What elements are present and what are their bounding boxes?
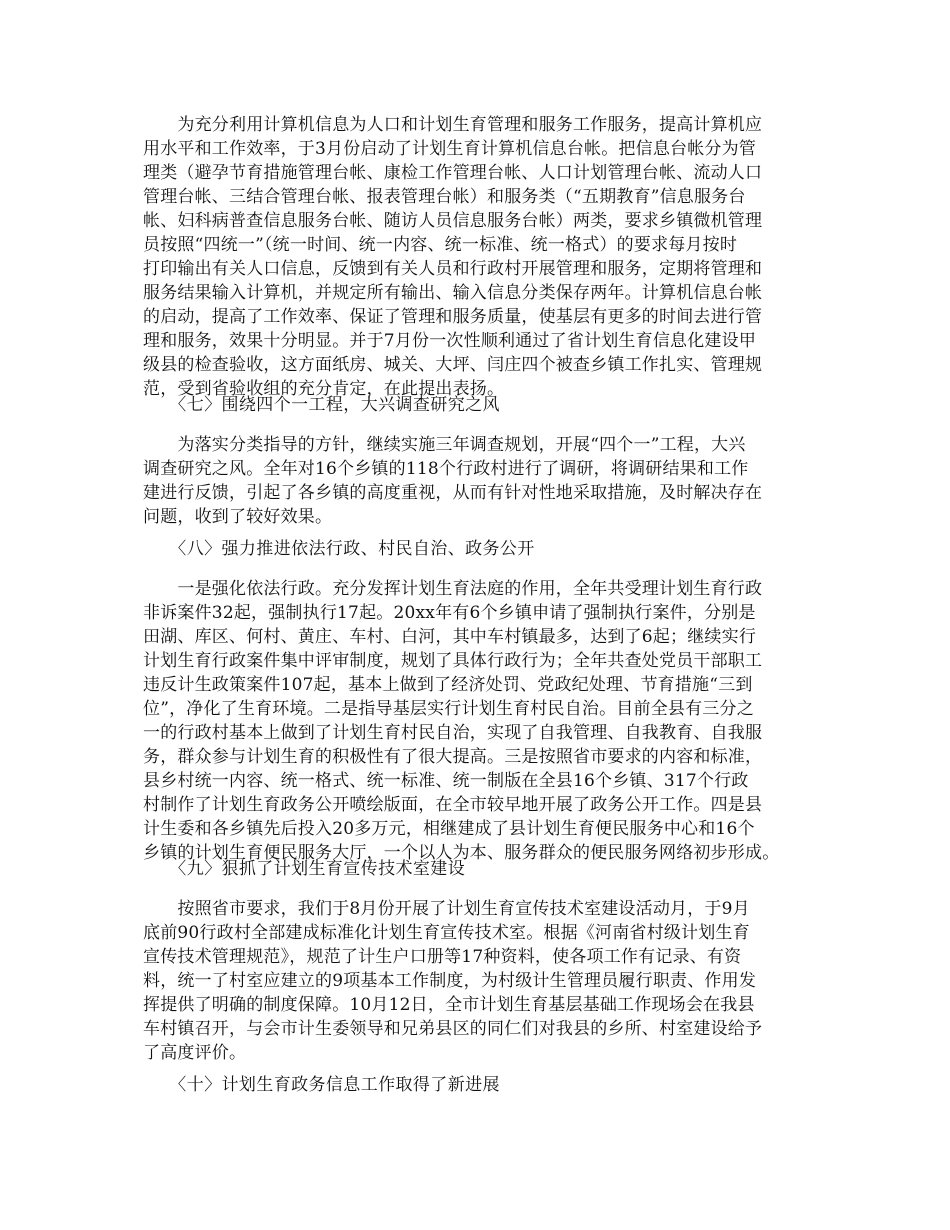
text-line: 打印输出有关人口信息，反馈到有关人员和行政村开展管理和服务，定期将管理和: [143, 259, 763, 279]
text-line: 理和服务，效果十分明显。并于7月份一次性顺利通过了省计划生育信息化建设甲: [143, 331, 757, 351]
text-line: 理类（避孕节育措施管理台帐、康检工作管理台帐、人口计划管理台帐、流动人口: [143, 163, 763, 183]
text-line: 挥提供了明确的制度保障。10月12日，全市计划生育基层基础工作现场会在我县: [143, 995, 755, 1015]
heading-text: 〈九〉狠抓了计划生育宣传技术室建设: [143, 859, 466, 879]
heading-text: 〈八〉强力推进依法行政、村民自治、政务公开: [143, 539, 535, 559]
paragraph-law-administration: [143, 577, 823, 865]
text-line: 按照省市要求，我们于8月份开展了计划生育宣传技术室建设活动月，于9月: [143, 899, 750, 919]
text-line: 员按照“四统一”（统一时间、统一内容、统一标准、统一格式）的要求每月按时: [143, 235, 738, 255]
paragraph-publicity-tech-room: [143, 897, 823, 1065]
text-line: 服务结果输入计算机，并规定所有输出、输入信息分类保存两年。计算机信息台帐: [143, 283, 763, 303]
text-line: 帐、妇科病普查信息服务台帐、随访人员信息服务台帐）两类，要求乡镇微机管理: [143, 211, 763, 231]
heading-text: 〈七〉围绕四个一工程，大兴调查研究之风: [143, 395, 500, 415]
text-line: 级县的检查验收，这方面纸房、城关、大坪、闫庄四个被查乡镇工作扎实、管理规: [143, 355, 763, 375]
text-line: 料，统一了村室应建立的9项基本工作制度，为村级计生管理员履行职责、作用发: [143, 971, 757, 991]
text-line: 一是强化依法行政。充分发挥计划生育法庭的作用，全年共受理计划生育行政: [143, 579, 763, 599]
text-line: 为落实分类指导的方针，继续实施三年调查规划，开展“四个一”工程，大兴: [143, 435, 746, 455]
text-line: 建进行反馈，引起了各乡镇的高度重视，从而有针对性地采取措施，及时解决存在: [143, 483, 763, 503]
paragraph-computer-info-ledger: [143, 113, 823, 401]
section-heading-8: [143, 537, 823, 561]
text-line: 村制作了计划生育政务公开喷绘版面，在全市较早地开展了政务公开工作。四是县: [143, 795, 763, 815]
text-line: 调查研究之风。全年对16个乡镇的118个行政村进行了调研，将调研结果和工作: [143, 459, 749, 479]
text-line: 县乡村统一内容、统一格式、统一标准、统一制版在全县16个乡镇、317个行政: [143, 771, 749, 791]
text-line: 非诉案件32起，强制执行17起。20xx年有6个乡镇申请了强制执行案件，分别是: [143, 603, 756, 623]
text-line: 计生委和各乡镇先后投入20多万元，相继建成了县计划生育便民服务中心和16个: [143, 819, 755, 839]
section-heading-9: [143, 857, 823, 881]
section-heading-7: [143, 393, 823, 417]
heading-text: 〈十〉计划生育政务信息工作取得了新进展: [143, 1075, 500, 1095]
paragraph-research-survey: [143, 433, 823, 529]
text-line: 乡镇的计划生育便民服务大厅，一个以人为本、服务群众的便民服务网络初步形成。: [143, 843, 780, 863]
text-line: 位”，净化了生育环境。二是指导基层实行计划生育村民自治。目前全县有三分之: [143, 699, 754, 719]
text-line: 一的行政村基本上做到了计划生育村民自治，实现了自我管理、自我教育、自我服: [143, 723, 763, 743]
text-line: 田湖、库区、何村、黄庄、车村、白河，其中车村镇最多，达到了6起；继续实行: [143, 627, 757, 647]
text-line: 用水平和工作效率，于3月份启动了计划生育计算机信息台帐。把信息台帐分为管: [143, 139, 757, 159]
text-line: 管理台帐、三结合管理台帐、报表管理台帐）和服务类（“五期教育”信息服务台: [143, 187, 746, 207]
text-line: 的启动，提高了工作效率、保证了管理和服务质量，使基层有更多的时间去进行管: [143, 307, 763, 327]
text-line: 计划生育行政案件集中评审制度，规划了具体行政行为；全年共查处党员干部职工: [143, 651, 763, 671]
text-line: 范，受到省验收组的充分肯定，在此提出表扬。: [143, 379, 505, 399]
text-line: 车村镇召开，与会市计生委领导和兄弟县区的同仁们对我县的乡所、村室建设给予: [143, 1019, 763, 1039]
text-line: 底前90行政村全部建成标准化计划生育宣传技术室。根据《河南省村级计划生育: [143, 923, 750, 943]
text-line: 违反计生政策案件107起，基本上做到了经济处罚、党政纪处理、节育措施“三到: [143, 675, 753, 695]
text-line: 务，群众参与计划生育的积极性有了很大提高。三是按照省市要求的内容和标准，: [143, 747, 763, 767]
text-line: 宣传技术管理规范》，规范了计生户口册等17种资料，使各项工作有记录、有资: [143, 947, 742, 967]
text-line: 为充分利用计算机信息为人口和计划生育管理和服务工作服务，提高计算机应: [143, 115, 763, 135]
text-line: 了高度评价。: [143, 1043, 247, 1063]
text-line: 问题，收到了较好效果。: [143, 507, 333, 527]
section-heading-10: [143, 1073, 823, 1097]
